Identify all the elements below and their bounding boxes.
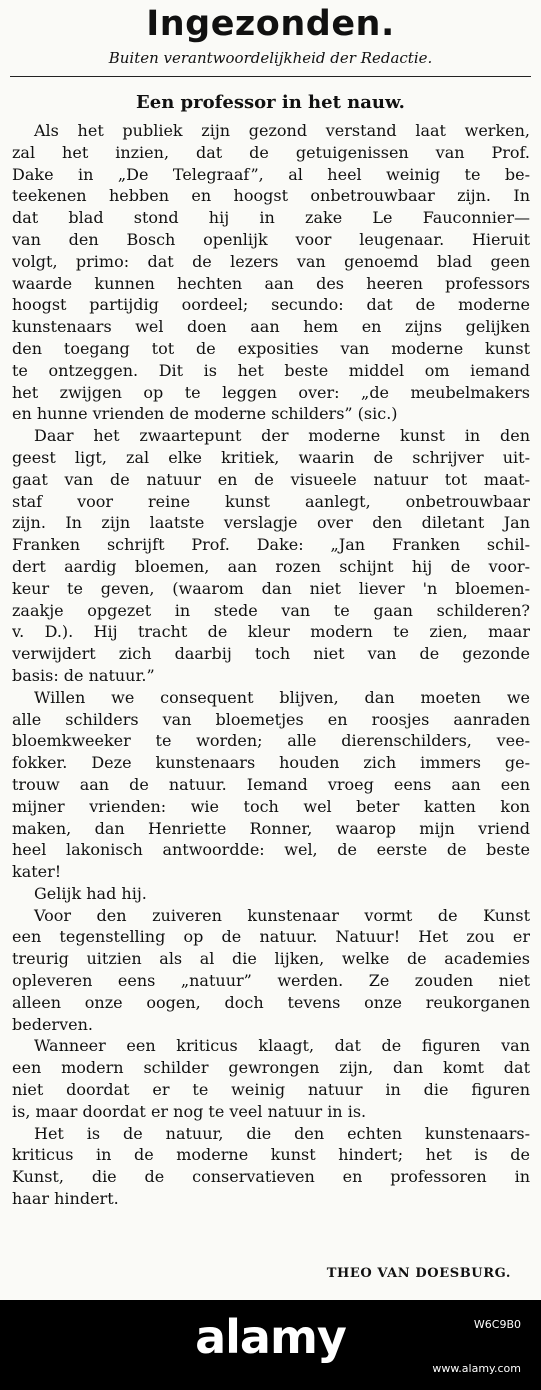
article-line: den toegang tot de exposities van moderne kunst (12, 338, 530, 358)
article-line: Kunst, die de conservatieven en professoren in (12, 1167, 530, 1187)
article-headline: Een professor in het nauw. (136, 92, 405, 113)
article-line: volgt, primo: dat de lezers van genoemd blad geen (12, 251, 530, 271)
article-line: niet doordat er te weinig natuur in die figuren (12, 1080, 530, 1100)
article-line: alle schilders van bloemetjes en roosjes aanraden (12, 709, 530, 729)
article-line: een tegenstelling op de natuur. Natuur! Het zou er (12, 927, 530, 947)
watermark-image-id: W6C9B0 (473, 1318, 521, 1331)
article-line: verwijdert zich daarbij toch niet van de gezonde (12, 644, 530, 664)
article-line: opleveren eens „natuur” werden. Ze zouden niet (12, 971, 530, 991)
stock-watermark-bar (0, 1300, 541, 1390)
article-line: dat blad stond hij in zake Le Fauconnier— (12, 208, 530, 228)
article-line: Voor den zuiveren kunstenaar vormt de Kunst (34, 905, 530, 925)
article-line: Als het publiek zijn gezond verstand laat werken, (34, 121, 530, 140)
section-masthead: Ingezonden. (146, 4, 395, 44)
watermark-url: www.alamy.com (432, 1362, 521, 1375)
article-line: kunstenaars wel doen aan hem en zijns gelijken (12, 317, 530, 337)
watermark-logo: alamy (195, 1310, 346, 1364)
section-subtitle: Buiten verantwoordelijkheid der Redactie. (108, 49, 433, 67)
article-line: Gelijk had hij. (34, 883, 147, 903)
article-line: heel lakonisch antwoordde: wel, de eerste de beste (12, 840, 530, 860)
article-line: trouw aan de natuur. Iemand vroeg eens aan een (12, 774, 530, 794)
article-line: maken, dan Henriette Ronner, waarop mijn vriend (12, 818, 530, 838)
article-line: kriticus in de moderne kunst hindert; het is de (12, 1145, 530, 1165)
article-line: Daar het zwaartepunt der moderne kunst in den (34, 426, 530, 446)
article-line: Dake in „De Telegraaf”, al heel weinig te be- (12, 164, 530, 184)
article-line: bederven. (12, 1014, 93, 1034)
article-line: alleen onze oogen, doch tevens onze reukorganen (12, 992, 530, 1012)
article-body (12, 120, 530, 1210)
article-line: gaat van de natuur en de visueele natuur tot maat- (12, 469, 530, 489)
article-line: keur te geven, (waarom dan niet liever 'n bloemen- (12, 578, 530, 598)
article-line: een modern schilder gewrongen zijn, dan komt dat (12, 1058, 530, 1078)
article-line: Willen we consequent blijven, dan moeten we (34, 687, 530, 707)
article-line: bloemkweeker te worden; alle dierenschilders, vee- (12, 731, 530, 751)
author-signature: THEO VAN DOESBURG. (326, 1266, 511, 1281)
article-line: het zwijgen op te leggen over: „de meubelmakers (12, 382, 530, 402)
article-line: haar hindert. (12, 1189, 119, 1209)
article-line: waarde kunnen hechten aan des heeren professors (12, 273, 530, 293)
article-line: geest ligt, zal elke kritiek, waarin de schrijver uit- (12, 447, 530, 467)
article-line: en hunne vrienden de moderne schilders” (sic.) (12, 404, 398, 424)
article-line: staf voor reine kunst aanlegt, onbetrouwbaar (12, 491, 530, 511)
article-line: Het is de natuur, die den echten kunstenaars- (34, 1123, 530, 1143)
article-line: zijn. In zijn laatste verslagje over den diletant Jan (12, 513, 530, 533)
article-line: treurig uitzien als al die lijken, welke de academies (12, 949, 530, 969)
article-line: Franken schrijft Prof. Dake: „Jan Franken schil- (12, 535, 530, 555)
article-line: hoogst partijdig oordeel; secundo: dat de moderne (12, 295, 530, 315)
article-line: is, maar doordat er nog te veel natuur in is. (12, 1101, 367, 1121)
article-line: zaakje opgezet in stede van te gaan schilderen? (12, 600, 530, 620)
header-divider (10, 76, 531, 77)
article-line: fokker. Deze kunstenaars houden zich immers ge- (12, 753, 530, 773)
article-line: mijner vrienden: wie toch wel beter katten kon (12, 796, 530, 816)
article-line: Wanneer een kriticus klaagt, dat de figuren van (34, 1036, 530, 1056)
article-line: basis: de natuur.” (12, 665, 155, 685)
article-line: van den Bosch openlijk voor leugenaar. Hieruit (12, 229, 530, 249)
article-line: teekenen hebben en hoogst onbetrouwbaar zijn. In (12, 186, 530, 206)
article-line: zal het inzien, dat de getuigenissen van Prof. (12, 142, 530, 162)
article-line: dert aardig bloemen, aan rozen schijnt hij de voor- (12, 556, 530, 576)
article-line: te ontzeggen. Dit is het beste middel om iemand (12, 360, 530, 380)
article-line: v. D.). Hij tracht de kleur modern te zien, maar (12, 622, 530, 642)
article-line: kater! (12, 862, 62, 882)
